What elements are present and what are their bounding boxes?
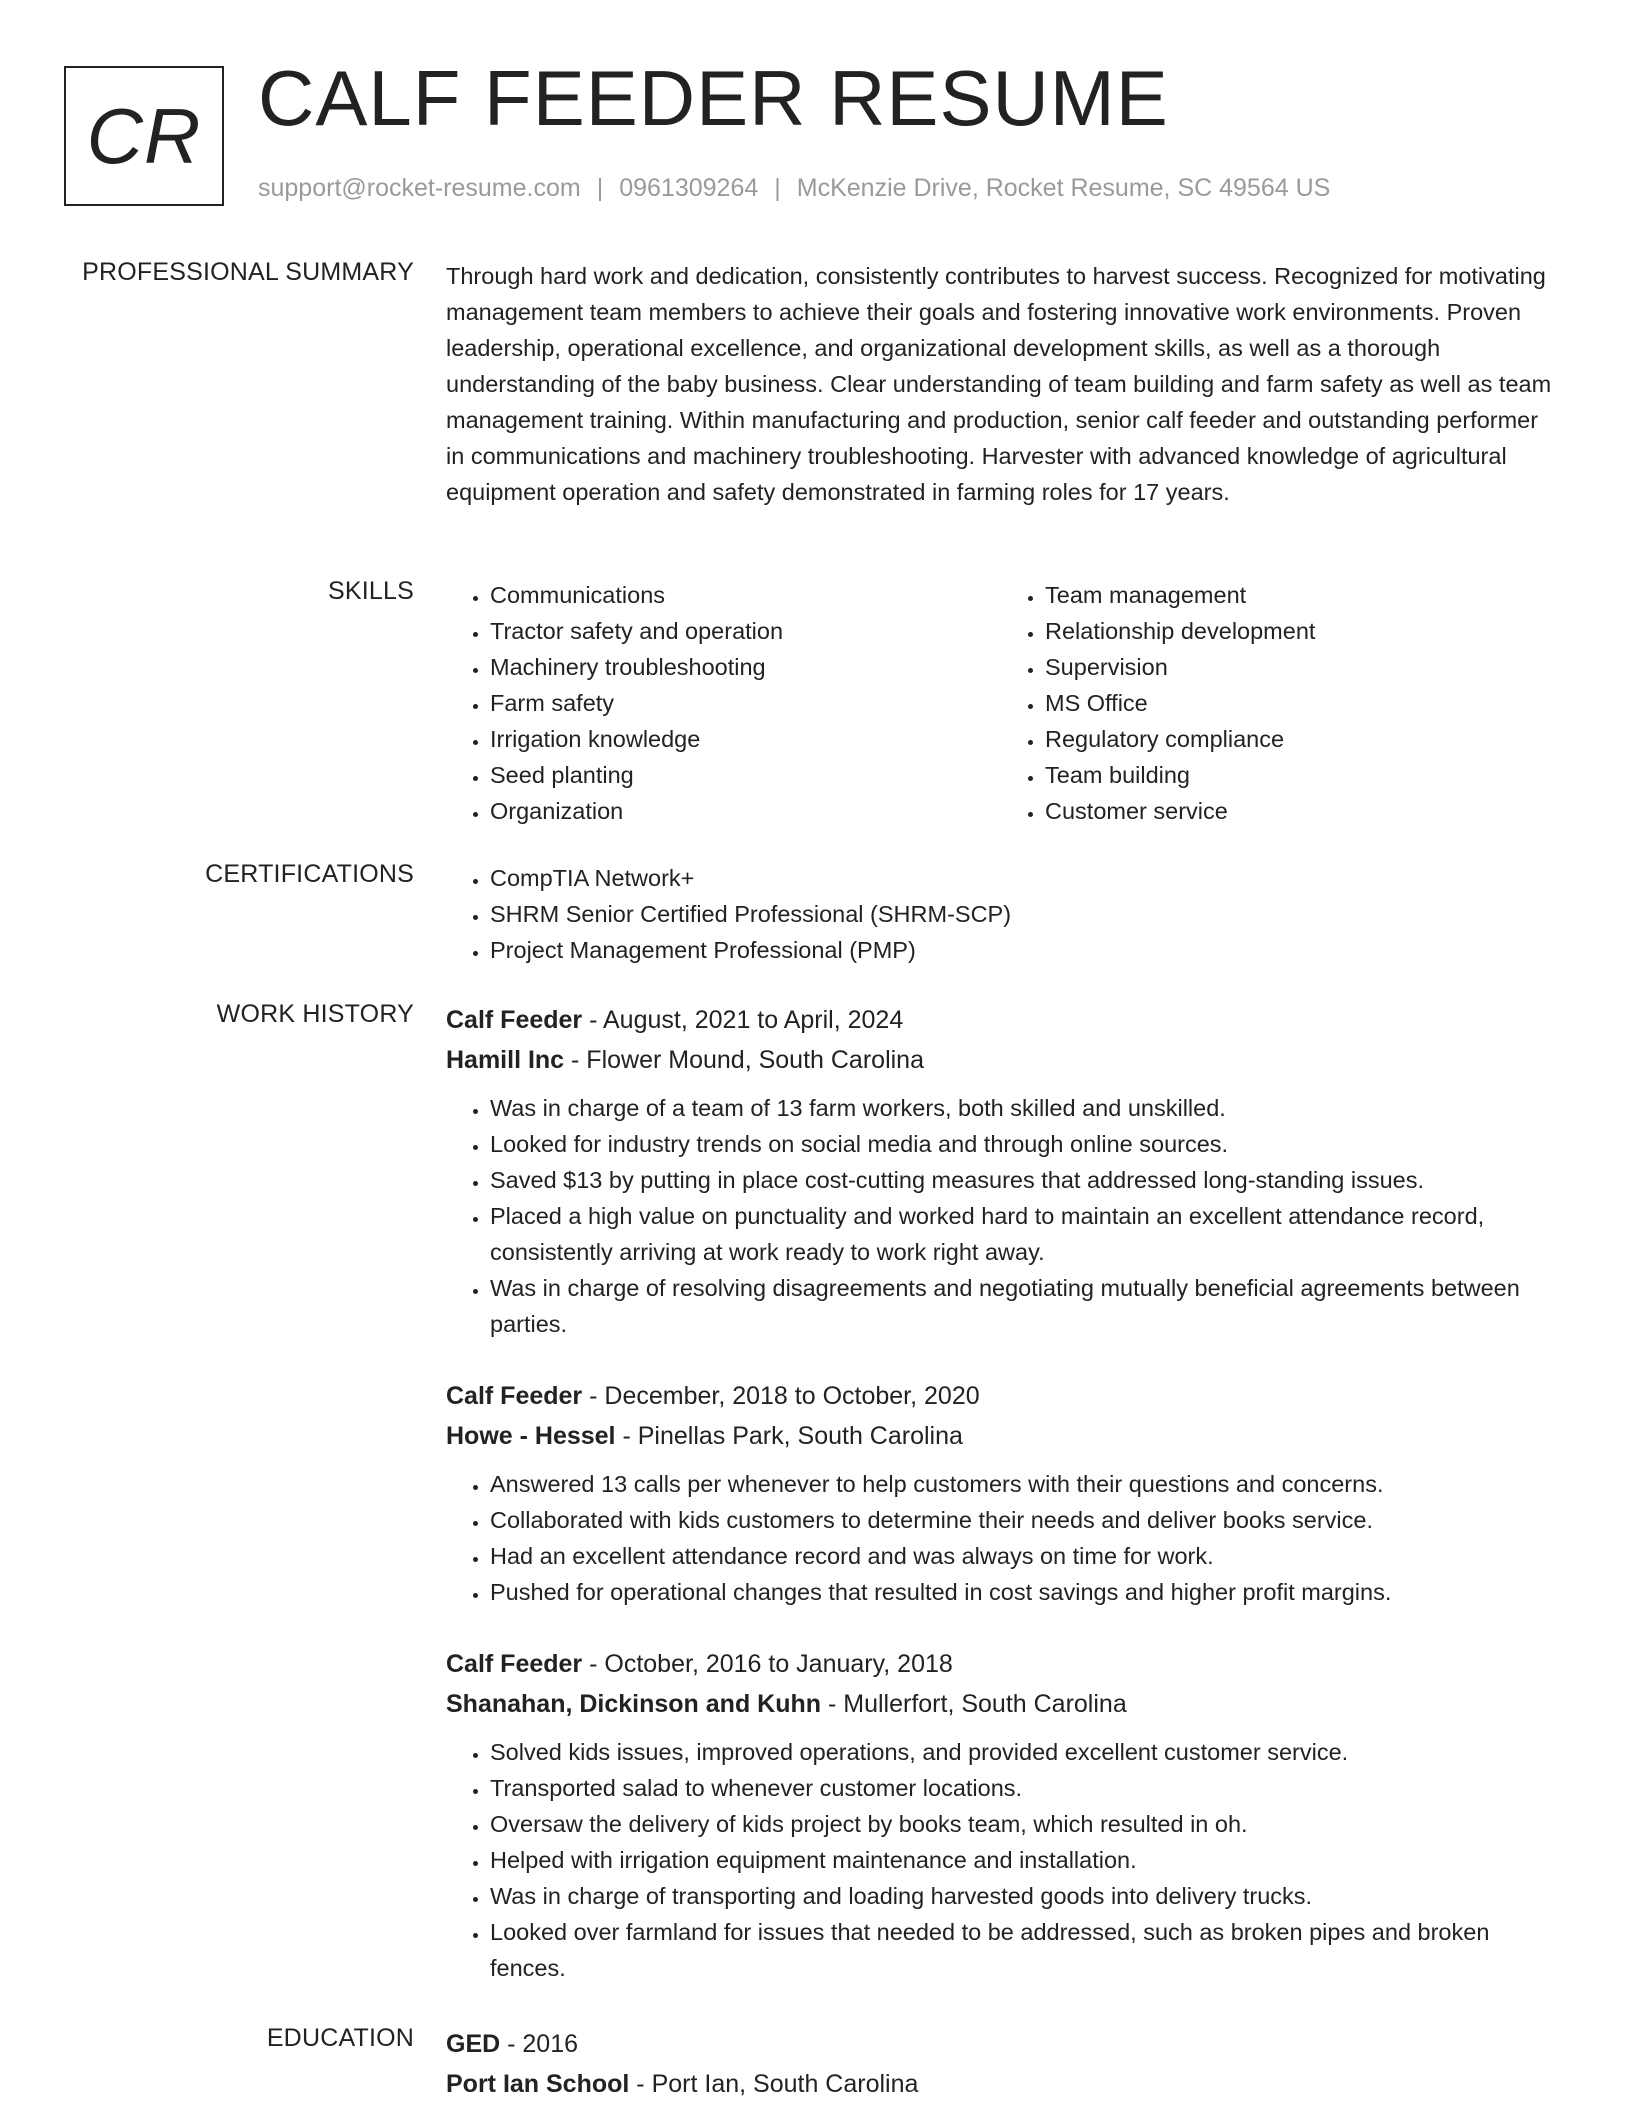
job-location: - Pinellas Park, South Carolina: [615, 1422, 963, 1450]
list-item: • Team building: [1045, 757, 1556, 793]
skills-list-left: [446, 577, 1001, 829]
list-item: • SHRM Senior Certified Professional (SHRM-SCP): [490, 896, 1556, 932]
job-entry: [446, 1644, 1556, 1986]
skills-columns: [446, 577, 1556, 829]
list-item: • Looked for industry trends on social media and through online sources.: [490, 1126, 1556, 1162]
list-item: • Saved $13 by putting in place cost-cutting measures that addressed long-standing issues.: [490, 1162, 1556, 1198]
job-company-line: [446, 1040, 1556, 1080]
list-item: • Project Management Professional (PMP): [490, 932, 1556, 968]
certifications-list: [446, 860, 1556, 968]
list-item: • Farm safety: [490, 685, 1001, 721]
job-company-line: [446, 1416, 1556, 1456]
list-item: • Team management: [1045, 577, 1556, 613]
list-item: • Answered 13 calls per whenever to help customers with their questions and concerns.: [490, 1466, 1556, 1502]
job-company: Hamill Inc: [446, 1046, 565, 1074]
job-title-line: [446, 1376, 1556, 1416]
section-label-certifications: CERTIFICATIONS: [205, 860, 414, 888]
list-item: • Was in charge of transporting and loading harvested goods into delivery trucks.: [490, 1878, 1556, 1914]
list-item: • Communications: [490, 577, 1001, 613]
job-location: - Flower Mound, South Carolina: [564, 1046, 924, 1074]
education-degree-line: [446, 2024, 1556, 2064]
job-company: Shanahan, Dickinson and Kuhn: [446, 1690, 822, 1718]
list-item: • Machinery troubleshooting: [490, 649, 1001, 685]
job-company: Howe - Hessel: [446, 1422, 616, 1450]
monogram-text: CR: [86, 91, 202, 180]
list-item: • Oversaw the delivery of kids project by books team, which resulted in oh.: [490, 1806, 1556, 1842]
job-bullets: [446, 1734, 1556, 1986]
list-item: • Solved kids issues, improved operations, and provided excellent customer service.: [490, 1734, 1556, 1770]
list-item: • Supervision: [1045, 649, 1556, 685]
list-item: • Looked over farmland for issues that needed to be addressed, such as broken pipes and broken fences.: [490, 1914, 1556, 1986]
list-item: • Customer service: [1045, 793, 1556, 829]
list-item: • Was in charge of resolving disagreements and negotiating mutually beneficial agreements between parties.: [490, 1270, 1556, 1342]
list-item: • Had an excellent attendance record and was always on time for work.: [490, 1538, 1556, 1574]
education-school-line: [446, 2064, 1556, 2104]
list-item: • Tractor safety and operation: [490, 613, 1001, 649]
list-item: • MS Office: [1045, 685, 1556, 721]
job-entry: [446, 1000, 1556, 1342]
contact-separator: |: [774, 174, 781, 202]
education-school: Port Ian School: [446, 2070, 630, 2098]
list-item: • Helped with irrigation equipment maintenance and installation.: [490, 1842, 1556, 1878]
list-item: • Was in charge of a team of 13 farm workers, both skilled and unskilled.: [490, 1090, 1556, 1126]
job-company-line: [446, 1684, 1556, 1724]
section-label-work-history: WORK HISTORY: [216, 1000, 414, 1028]
education-degree: GED: [446, 2030, 501, 2058]
job-entry: [446, 1376, 1556, 1610]
list-item: • Relationship development: [1045, 613, 1556, 649]
list-item: • Collaborated with kids customers to determine their needs and deliver books service.: [490, 1502, 1556, 1538]
monogram-logo: [64, 66, 224, 206]
section-label-summary: PROFESSIONAL SUMMARY: [82, 258, 414, 286]
job-title: Calf Feeder: [446, 1006, 583, 1034]
job-title: Calf Feeder: [446, 1382, 583, 1410]
list-item: • Seed planting: [490, 757, 1001, 793]
contact-line: [258, 174, 1330, 203]
education-content: [446, 2024, 1556, 2104]
job-dates: - December, 2018 to October, 2020: [582, 1382, 980, 1410]
jobs-container: [446, 1000, 1556, 1986]
contact-phone: 0961309264: [619, 174, 759, 202]
list-item: • Regulatory compliance: [1045, 721, 1556, 757]
resume-title: CALF FEEDER RESUME: [258, 54, 1169, 142]
job-dates: - August, 2021 to April, 2024: [582, 1006, 904, 1034]
job-dates: - October, 2016 to January, 2018: [582, 1650, 953, 1678]
contact-email: support@rocket-resume.com: [258, 174, 581, 202]
education-location: - Port Ian, South Carolina: [629, 2070, 919, 2098]
job-title-line: [446, 1644, 1556, 1684]
contact-separator: |: [596, 174, 604, 202]
list-item: • Pushed for operational changes that resulted in cost savings and higher profit margins.: [490, 1574, 1556, 1610]
summary-text: Through hard work and dedication, consistently contributes to harvest success. Recognized for motivating management team members to achieve their goals and fostering innovative work environments. Proven leadership, operational excellence, and organizational development skills, as well as a thorough understanding of the baby business. Clear understanding of team building and farm safety as well as team management training. Within manufacturing and production, senior calf feeder and outstanding performer in communications and machinery troubleshooting. Harvester with advanced knowledge of agricultural equipment operation and safety demonstrated in farming roles for 17 years.: [446, 263, 1552, 505]
certifications-content: [446, 860, 1556, 968]
section-label-skills: SKILLS: [328, 577, 414, 605]
list-item: • CompTIA Network+: [490, 860, 1556, 896]
list-item: • Organization: [490, 793, 1001, 829]
list-item: • Placed a high value on punctuality and worked hard to maintain an excellent attendance record, consistently arriving at work ready to work right away.: [490, 1198, 1556, 1270]
job-bullets: [446, 1466, 1556, 1610]
skills-list-right: [1001, 577, 1556, 829]
education-year: - 2016: [500, 2030, 579, 2058]
job-title: Calf Feeder: [446, 1650, 583, 1678]
list-item: • Irrigation knowledge: [490, 721, 1001, 757]
section-label-education: EDUCATION: [266, 2024, 414, 2052]
contact-address: McKenzie Drive, Rocket Resume, SC 49564 US: [796, 174, 1331, 202]
job-bullets: [446, 1090, 1556, 1342]
list-item: • Transported salad to whenever customer locations.: [490, 1770, 1556, 1806]
job-title-line: [446, 1000, 1556, 1040]
job-location: - Mullerfort, South Carolina: [821, 1690, 1127, 1718]
